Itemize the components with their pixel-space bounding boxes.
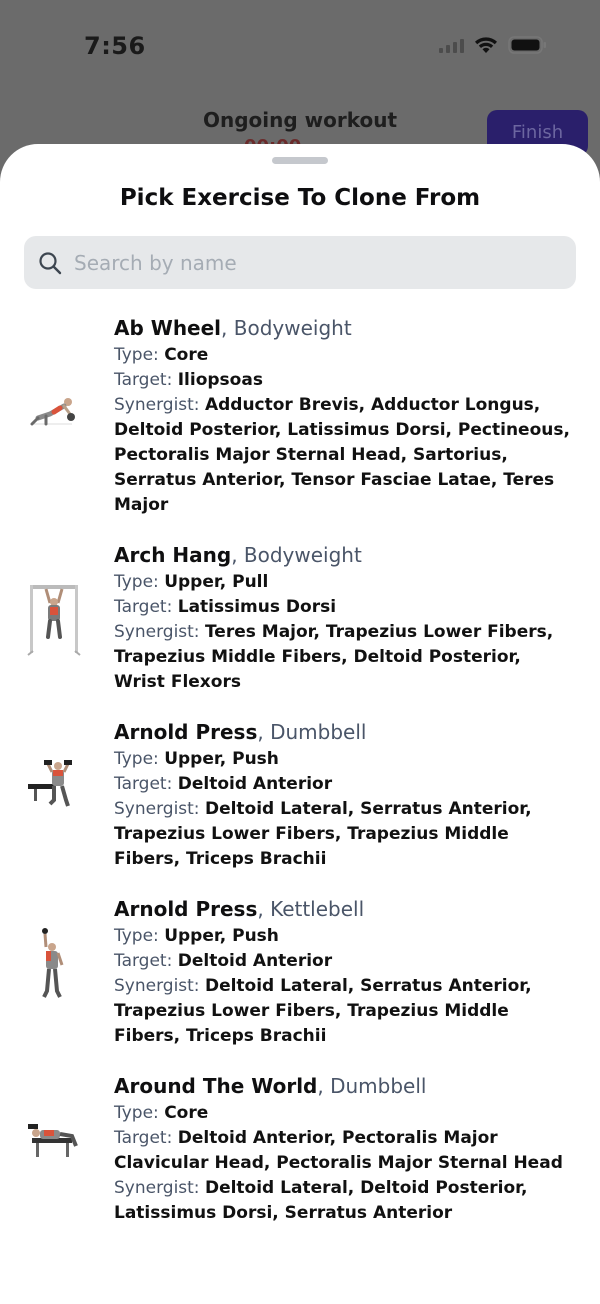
- arnold-press-kettlebell-illustration: [24, 925, 84, 1005]
- exercise-target: Target: Deltoid Anterior, Pectoralis Major Clavicular Head, Pectoralis Major Sternal Head: [114, 1128, 563, 1173]
- search-bar[interactable]: [24, 236, 576, 289]
- exercise-synergist: Synergist: Deltoid Lateral, Deltoid Posterior, Latissimus Dorsi, Serratus Anterior: [114, 1178, 528, 1223]
- status-time: 7:56: [84, 32, 146, 60]
- exercise-synergist: Synergist: Deltoid Lateral, Serratus Anterior, Trapezius Lower Fibers, Trapezius Middle Fibers, Triceps Brachii: [114, 799, 532, 869]
- exercise-item-arnold-press-kettlebell[interactable]: [0, 895, 600, 1049]
- exercise-equipment: , Dumbbell: [257, 720, 367, 744]
- exercise-equipment: , Bodyweight: [231, 543, 362, 567]
- status-icons: [439, 36, 548, 54]
- finish-button: Finish: [487, 110, 588, 156]
- exercise-equipment: , Kettlebell: [257, 897, 365, 921]
- exercise-name: Ab Wheel: [114, 316, 222, 340]
- arch-hang-illustration: [24, 581, 84, 657]
- exercise-type: Type: Upper, Pull: [114, 572, 269, 592]
- exercise-item-around-the-world[interactable]: [0, 1072, 600, 1226]
- search-input[interactable]: [74, 251, 544, 275]
- exercise-type: Type: Core: [114, 345, 209, 365]
- exercise-target: Target: Deltoid Anterior: [114, 951, 333, 971]
- exercise-target: Target: Iliopsoas: [114, 370, 263, 390]
- exercise-item-arnold-press-dumbbell[interactable]: [0, 718, 600, 872]
- exercise-name: Arch Hang: [114, 543, 232, 567]
- arnold-press-dumbbell-illustration: [24, 754, 84, 814]
- wifi-icon: [474, 36, 498, 54]
- exercise-equipment: , Dumbbell: [317, 1074, 427, 1098]
- exercise-synergist: Synergist: Adductor Brevis, Adductor Longus, Deltoid Posterior, Latissimus Dorsi, Pectineous, Pectoralis Major Sternal Head, Sartorius, Serratus Anterior, Tensor Fasciae Latae, Teres Major: [114, 395, 570, 515]
- sheet-grabber[interactable]: [272, 157, 328, 164]
- exercise-synergist: Synergist: Teres Major, Trapezius Lower Fibers, Trapezius Middle Fibers, Deltoid Posterior, Wrist Flexors: [114, 622, 554, 692]
- exercise-target: Target: Latissimus Dorsi: [114, 597, 337, 617]
- exercise-name: Around The World: [114, 1074, 318, 1098]
- exercise-name: Arnold Press: [114, 897, 258, 921]
- around-the-world-illustration: [24, 1116, 84, 1176]
- exercise-type: Type: Upper, Push: [114, 926, 279, 946]
- exercise-type: Type: Core: [114, 1103, 209, 1123]
- exercise-name: Arnold Press: [114, 720, 258, 744]
- background-title: Ongoing workout: [202, 108, 398, 132]
- battery-icon: [508, 36, 548, 54]
- cellular-signal-icon: [439, 37, 464, 53]
- exercise-type: Type: Upper, Push: [114, 749, 279, 769]
- exercise-synergist: Synergist: Deltoid Lateral, Serratus Anterior, Trapezius Lower Fibers, Trapezius Middle Fibers, Triceps Brachii: [114, 976, 532, 1046]
- sheet-title: Pick Exercise To Clone From: [119, 185, 481, 211]
- search-icon: [38, 251, 62, 275]
- exercise-list: [0, 314, 600, 1249]
- exercise-equipment: , Bodyweight: [221, 316, 352, 340]
- exercise-item-ab-wheel[interactable]: [0, 314, 600, 518]
- status-bar: [0, 0, 600, 96]
- clone-exercise-sheet: [0, 144, 600, 1304]
- exercise-item-arch-hang[interactable]: [0, 541, 600, 695]
- exercise-target: Target: Deltoid Anterior: [114, 774, 333, 794]
- ab-wheel-illustration: [24, 384, 84, 444]
